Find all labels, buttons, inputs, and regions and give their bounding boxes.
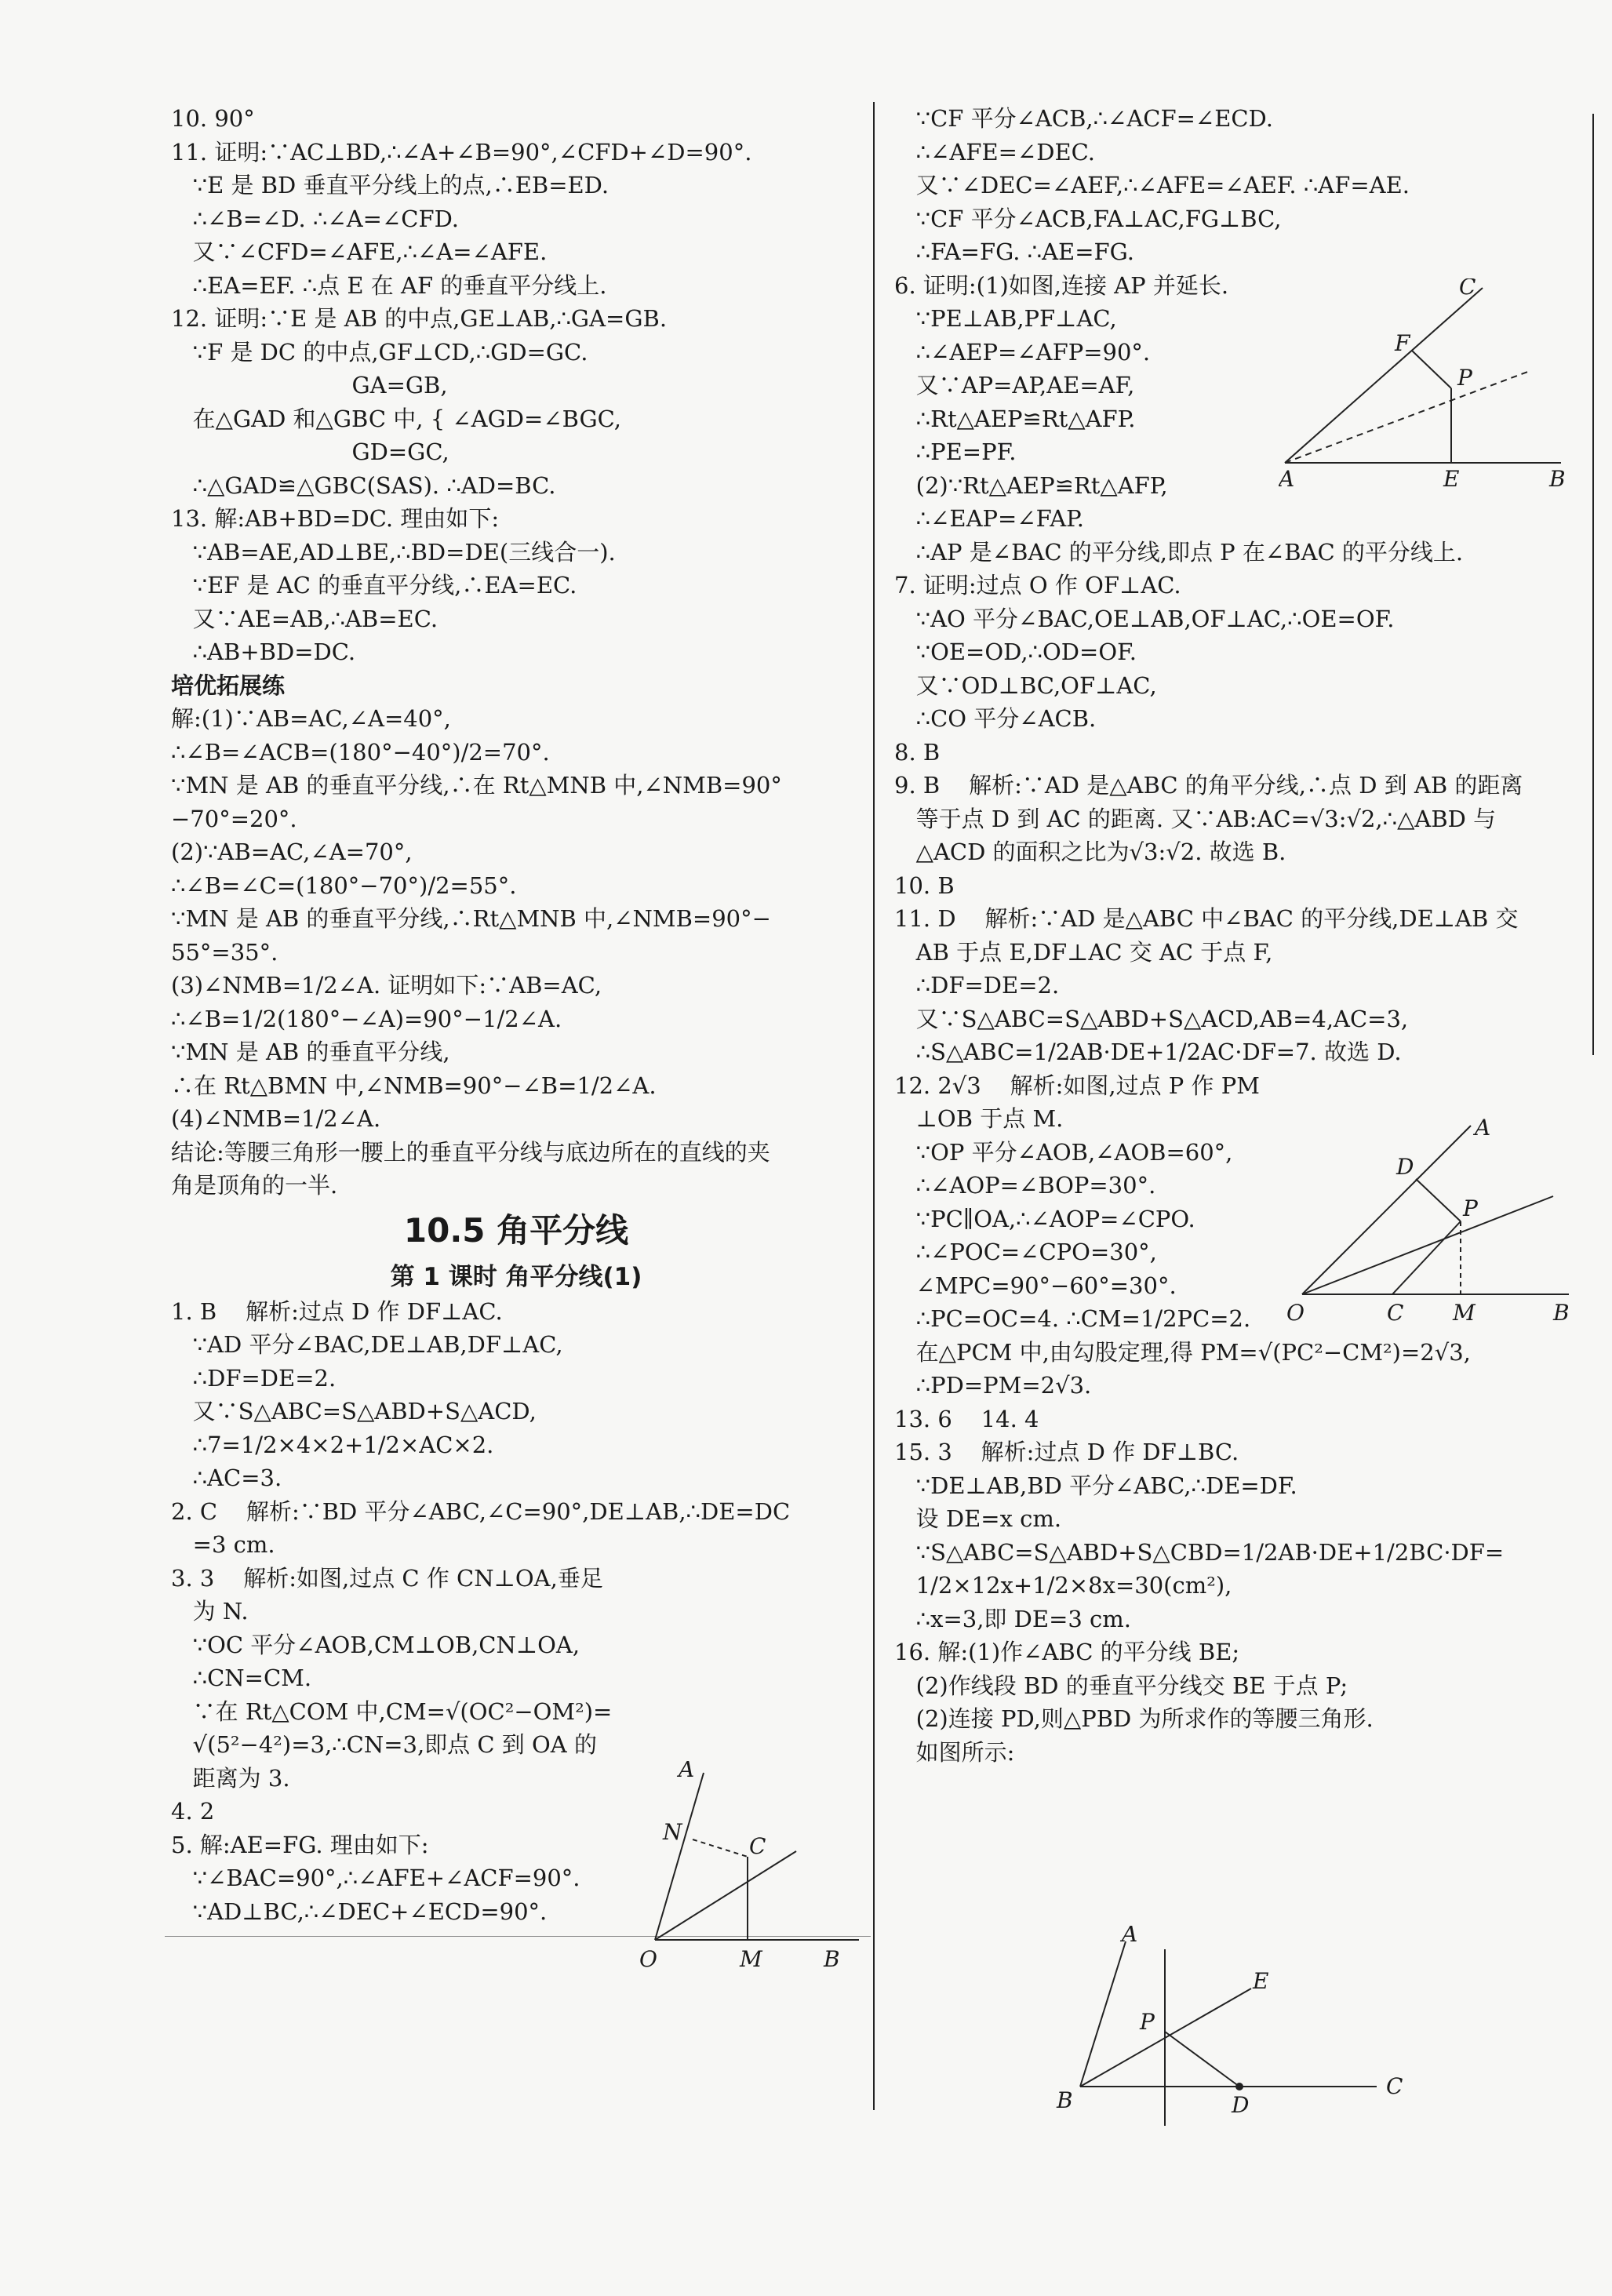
answer-line: ∴∠B=∠ACB=(180°−40°)/2=70°.: [171, 738, 550, 766]
answer-line: 等于点 D 到 AC 的距离. 又∵AB:AC=√3:√2,∴△ABD 与: [894, 805, 1497, 832]
answer-line: ∴7=1/2×4×2+1/2×AC×2.: [171, 1431, 494, 1458]
answer-line: (2)∵AB=AC,∠A=70°,: [171, 839, 413, 865]
answer-line: 11. 证明:∵AC⊥BD,∴∠A+∠B=90°,∠CFD+∠D=90°.: [171, 138, 752, 166]
answer-line: ∵AD 平分∠BAC,DE⊥AB,DF⊥AC,: [171, 1331, 563, 1358]
answer-line: ∴在 Rt△BMN 中,∠NMB=90°−∠B=1/2∠A.: [171, 1072, 657, 1099]
answer-line: ∴x=3,即 DE=3 cm.: [894, 1605, 1131, 1632]
fig6-label: B: [1549, 466, 1566, 490]
fig12-label: O: [1286, 1300, 1305, 1326]
answer-line: ∵E 是 BD 垂直平分线上的点,∴EB=ED.: [171, 172, 610, 198]
figure-q16: [1047, 1926, 1416, 2138]
fig6-label: C: [1459, 278, 1476, 300]
answer-line: ∵CF 平分∠ACB,∴∠ACF=∠ECD.: [894, 105, 1273, 132]
answer-line: 又∵S△ABC=S△ABD+S△ACD,AB=4,AC=3,: [894, 1005, 1409, 1032]
fig6-label: F: [1395, 330, 1410, 356]
answer-line: ∵CF 平分∠ACB,FA⊥AC,FG⊥BC,: [894, 205, 1282, 232]
answer-line: 为 N.: [171, 1598, 249, 1625]
answer-line: (3)∠NMB=1/2∠A. 证明如下:∵AB=AC,: [171, 972, 602, 999]
answer-line: 15. 3 解析:过点 D 作 DF⊥BC.: [894, 1439, 1239, 1465]
fig3-label: O: [639, 1946, 657, 1972]
fig16-label: D: [1232, 2092, 1250, 2118]
answer-line: ∵MN 是 AB 的垂直平分线,∴Rt△MNB 中,∠NMB=90°−: [171, 905, 771, 932]
fig12-label: C: [1387, 1300, 1404, 1326]
answer-line: ∴EA=EF. ∴点 E 在 AF 的垂直平分线上.: [171, 271, 607, 299]
fig12-label: A: [1475, 1118, 1491, 1141]
answer-line: AB 于点 E,DF⊥AC 交 AC 于点 F,: [894, 938, 1273, 966]
answer-line: (4)∠NMB=1/2∠A.: [171, 1105, 381, 1132]
answer-line: ∠MPC=90°−60°=30°.: [894, 1272, 1177, 1299]
answer-line: ∴DF=DE=2.: [894, 972, 1060, 999]
answer-line: ∴FA=FG. ∴AE=FG.: [894, 238, 1134, 265]
lesson-title: 第 1 课时 角平分线(1): [390, 1262, 642, 1291]
answer-line: GA=GB,: [171, 372, 448, 398]
answer-line: ∴∠AEP=∠AFP=90°.: [894, 338, 1151, 366]
answer-line: 13. 解:AB+BD=DC. 理由如下:: [171, 505, 500, 532]
fig16-label: C: [1386, 2073, 1403, 2099]
answer-line: ∵F 是 DC 的中点,GF⊥CD,∴GD=GC.: [171, 338, 588, 366]
answer-line: ∵MN 是 AB 的垂直平分线,∴在 Rt△MNB 中,∠NMB=90°: [171, 772, 782, 799]
answer-line: ∵∠BAC=90°,∴∠AFE+∠ACF=90°.: [171, 1865, 580, 1891]
answer-line: −70°=20°.: [171, 805, 297, 832]
answer-line: ∵EF 是 AC 的垂直平分线,∴EA=EC.: [171, 572, 577, 599]
answer-line: ∵OP 平分∠AOB,∠AOB=60°,: [894, 1138, 1233, 1166]
answer-line: 在△PCM 中,由勾股定理,得 PM=√(PC²−CM²)=2√3,: [894, 1338, 1471, 1366]
answer-line: 5. 解:AE=FG. 理由如下:: [171, 1831, 429, 1858]
answer-line: ∴∠AOP=∠BOP=30°.: [894, 1172, 1156, 1199]
answer-line: ∴AP 是∠BAC 的平分线,即点 P 在∠BAC 的平分线上.: [894, 538, 1464, 566]
answer-line: ∴PE=PF.: [894, 438, 1017, 465]
answer-line: ∴∠AFE=∠DEC.: [894, 138, 1096, 166]
answer-line: ∴PC=OC=4. ∴CM=1/2PC=2.: [894, 1305, 1251, 1332]
left-answers-part2: [171, 702, 861, 1203]
fig16-label: P: [1140, 2009, 1155, 2035]
answer-line: (2)连接 PD,则△PBD 为所求作的等腰三角形.: [894, 1705, 1374, 1732]
answer-line: ∵PE⊥AB,PF⊥AC,: [894, 305, 1117, 332]
answer-line: ∴CO 平分∠ACB.: [894, 705, 1097, 732]
answer-line: 又∵S△ABC=S△ABD+S△ACD,: [171, 1398, 537, 1425]
answer-line: 又∵OD⊥BC,OF⊥AC,: [894, 671, 1157, 699]
answer-line: GD=GC,: [171, 438, 449, 465]
fig16-label: A: [1122, 1926, 1138, 1947]
fig3-label: B: [824, 1946, 840, 1972]
answer-line: ∵S△ABC=S△ABD+S△CBD=1/2AB·DE+1/2BC·DF=: [894, 1538, 1505, 1566]
fig12-label: D: [1396, 1154, 1414, 1180]
answer-line: √(5²−4²)=3,∴CN=3,即点 C 到 OA 的: [171, 1731, 597, 1758]
answer-line: (2)∵Rt△AEP≌Rt△AFP,: [894, 471, 1168, 499]
column-divider: [873, 102, 875, 2110]
answer-line: ∴DF=DE=2.: [171, 1364, 337, 1392]
fig3-label: C: [749, 1833, 766, 1859]
left-answers-part1: [171, 102, 861, 669]
fig12-label: B: [1553, 1300, 1570, 1326]
fig3-label: M: [740, 1946, 762, 1972]
answer-line: 距离为 3.: [171, 1764, 290, 1792]
answer-line: 又∵∠CFD=∠AFE,∴∠A=∠AFE.: [171, 238, 548, 265]
answer-line: 10. 90°: [171, 105, 255, 132]
figure-q6: [1279, 278, 1577, 490]
answer-line: =3 cm.: [171, 1531, 275, 1558]
figure-q12: [1286, 1118, 1585, 1330]
answer-line: 10. B: [894, 871, 955, 899]
fig12-label: P: [1463, 1195, 1478, 1221]
answer-line: ∵AB=AE,AD⊥BE,∴BD=DE(三线合一).: [171, 538, 616, 566]
answer-line: ∴S△ABC=1/2AB·DE+1/2AC·DF=7. 故选 D.: [894, 1039, 1402, 1065]
fig3-label: N: [663, 1819, 682, 1845]
answer-line: ∵OC 平分∠AOB,CM⊥OB,CN⊥OA,: [171, 1631, 580, 1658]
answer-line: 在△GAD 和△GBC 中, { ∠AGD=∠BGC,: [171, 405, 622, 432]
answer-line: ∴∠B=∠D. ∴∠A=∠CFD.: [171, 205, 460, 232]
answer-line: ∵DE⊥AB,BD 平分∠ABC,∴DE=DF.: [894, 1472, 1297, 1499]
answer-line: △ACD 的面积之比为√3:√2. 故选 B.: [894, 839, 1286, 865]
answer-line: 55°=35°.: [171, 938, 278, 966]
fig6-label: E: [1443, 466, 1460, 490]
fig3-label: A: [679, 1761, 695, 1782]
answer-line: 角是顶角的一半.: [171, 1172, 338, 1199]
answer-line: 12. 2√3 解析:如图,过点 P 作 PM: [894, 1072, 1260, 1099]
answer-line: 结论:等腰三角形一腰上的垂直平分线与底边所在的直线的夹: [171, 1138, 770, 1166]
answer-line: ∴AB+BD=DC.: [171, 639, 356, 665]
right-margin-rule: [1592, 114, 1594, 1055]
answer-line: 12. 证明:∵E 是 AB 的中点,GE⊥AB,∴GA=GB.: [171, 305, 668, 332]
fig12-label: M: [1453, 1300, 1476, 1326]
answer-line: 11. D 解析:∵AD 是△ABC 中∠BAC 的平分线,DE⊥AB 交: [894, 905, 1519, 932]
fig6-label: A: [1279, 466, 1295, 490]
answer-line: 1/2×12x+1/2×8x=30(cm²),: [894, 1572, 1232, 1599]
answer-line: 解:(1)∵AB=AC,∠A=40°,: [171, 705, 451, 732]
answer-line: 又∵AP=AP,AE=AF,: [894, 372, 1135, 398]
answer-line: 8. B: [894, 738, 941, 766]
answer-line: 13. 6 14. 4: [894, 1405, 1039, 1432]
answer-line: 6. 证明:(1)如图,连接 AP 并延长.: [894, 271, 1229, 299]
section-heading-advanced: 培优拓展练: [171, 671, 286, 699]
answer-line: 设 DE=x cm.: [894, 1505, 1062, 1532]
section-title: 10.5 角平分线: [403, 1210, 629, 1250]
answer-line: ∴∠EAP=∠FAP.: [894, 505, 1085, 532]
answer-line: ∵MN 是 AB 的垂直平分线,: [171, 1039, 450, 1065]
fig16-label: B: [1057, 2087, 1073, 2113]
answer-line: ∴∠POC=∠CPO=30°,: [894, 1239, 1157, 1265]
answer-line: ∵AO 平分∠BAC,OE⊥AB,OF⊥AC,∴OE=OF.: [894, 605, 1395, 632]
fig16-label: E: [1253, 1968, 1269, 1994]
answer-line: 16. 解:(1)作∠ABC 的平分线 BE;: [894, 1639, 1240, 1665]
answer-line: ∴△GAD≌△GBC(SAS). ∴AD=BC.: [171, 471, 556, 499]
answer-line: ∴PD=PM=2√3.: [894, 1372, 1092, 1399]
answer-line: ∴CN=CM.: [171, 1665, 312, 1691]
answer-line: ∵AD⊥BC,∴∠DEC+∠ECD=90°.: [171, 1898, 548, 1925]
answer-line: ∵OE=OD,∴OD=OF.: [894, 639, 1137, 665]
fig6-label: P: [1457, 365, 1472, 391]
answer-line: 4. 2: [171, 1798, 215, 1825]
answer-line: ∵在 Rt△COM 中,CM=√(OC²−OM²)=: [171, 1697, 613, 1725]
answer-line: 1. B 解析:过点 D 作 DF⊥AC.: [171, 1297, 503, 1325]
answer-line: 又∵∠DEC=∠AEF,∴∠AFE=∠AEF. ∴AF=AE.: [894, 172, 1410, 198]
answer-line: ∴Rt△AEP≌Rt△AFP.: [894, 405, 1136, 432]
figure-q3: [639, 1761, 863, 1973]
answer-line: 又∵AE=AB,∴AB=EC.: [171, 605, 438, 632]
answer-line: 9. B 解析:∵AD 是△ABC 的角平分线,∴点 D 到 AB 的距离: [894, 772, 1523, 799]
answer-line: ∵PC∥OA,∴∠AOP=∠CPO.: [894, 1205, 1195, 1232]
answer-line: ∴AC=3.: [171, 1465, 282, 1491]
answer-line: 2. C 解析:∵BD 平分∠ABC,∠C=90°,DE⊥AB,∴DE=DC: [171, 1497, 791, 1525]
answer-line: 3. 3 解析:如图,过点 C 作 CN⊥OA,垂足: [171, 1564, 603, 1592]
answer-line: ∴∠B=∠C=(180°−70°)/2=55°.: [171, 871, 517, 899]
answer-line: ∴∠B=1/2(180°−∠A)=90°−1/2∠A.: [171, 1005, 562, 1032]
answer-line: (2)作线段 BD 的垂直平分线交 BE 于点 P;: [894, 1672, 1348, 1699]
answer-line: ⊥OB 于点 M.: [894, 1105, 1064, 1132]
answer-line: 如图所示:: [894, 1738, 1015, 1766]
answer-line: 7. 证明:过点 O 作 OF⊥AC.: [894, 572, 1181, 599]
left-column: [171, 102, 861, 1928]
